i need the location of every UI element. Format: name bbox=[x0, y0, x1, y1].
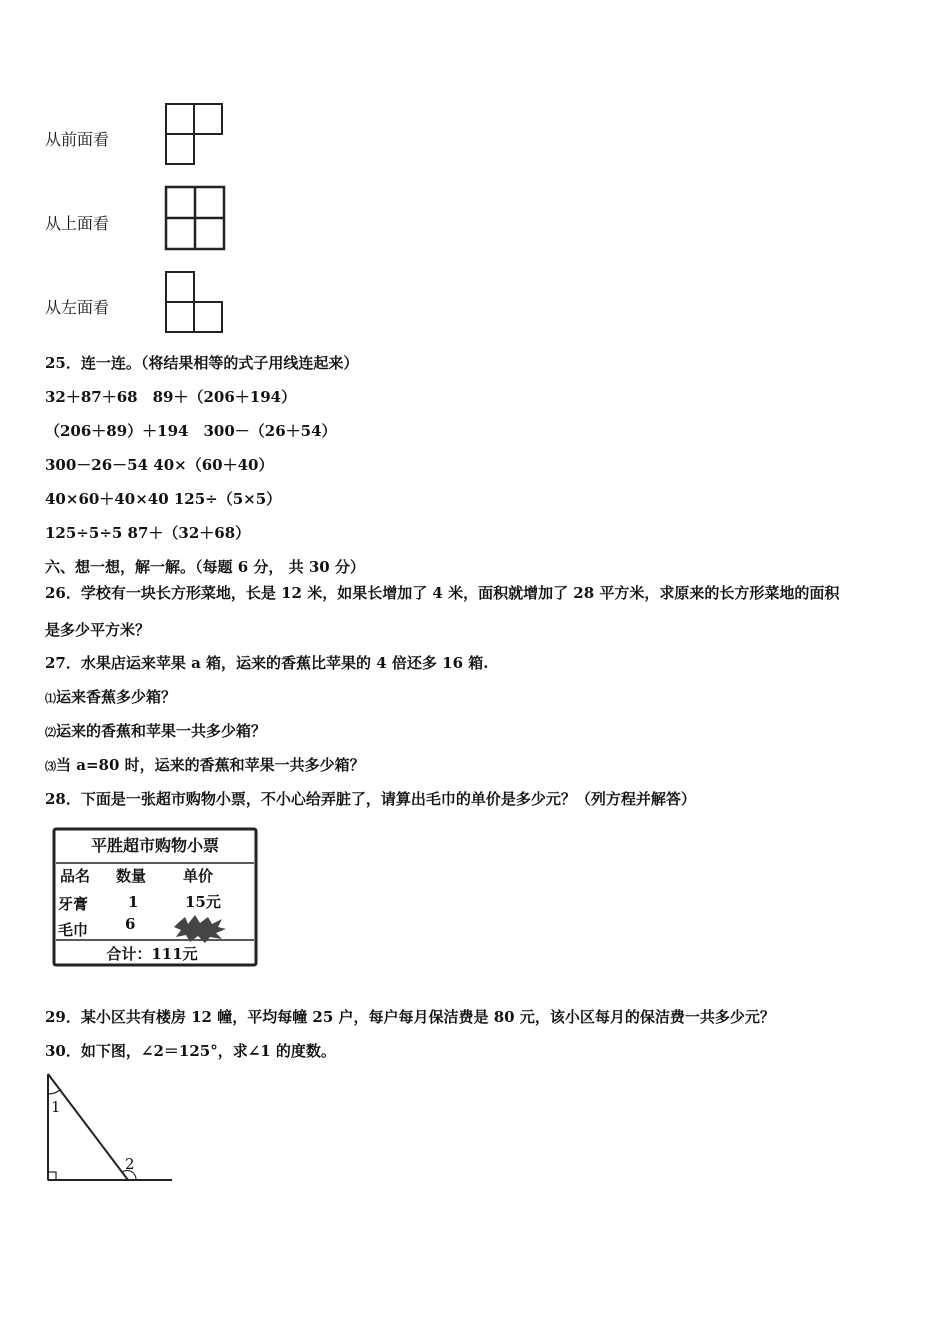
q25-title: 25．连一连。（将结果相等的式子用线连起来） bbox=[45, 354, 359, 372]
q27-title: 27．水果店运来苹果 a 箱，运来的香蕉比苹果的 4 倍还多 16 箱. bbox=[45, 654, 489, 672]
triangle-diagram bbox=[40, 1068, 180, 1188]
q26-line-1: 26．学校有一块长方形菜地，长是 12 米，如果长增加了 4 米，面积就增加了 28 平方米，求原来的长方形菜地的面积 bbox=[45, 584, 840, 602]
receipt-row-2-qty: 6 bbox=[125, 915, 136, 933]
angle-1-label: 1 bbox=[51, 1098, 61, 1116]
q25-row-2: （206＋89）＋194 300－（26＋54） bbox=[45, 422, 337, 440]
q26-line-2: 是多少平方米？ bbox=[45, 621, 151, 639]
top-view-label: 从上面看 bbox=[45, 214, 110, 233]
q25-row-5: 125÷5÷5 87＋（32＋68） bbox=[45, 524, 251, 542]
q27-part-1: ⑴运来香蕉多少箱？ bbox=[45, 688, 177, 706]
q27-part-2: ⑵运来的香蕉和苹果一共多少箱？ bbox=[45, 722, 267, 740]
receipt bbox=[50, 825, 260, 970]
receipt-col-price: 单价 bbox=[183, 867, 214, 885]
q25-row-4: 40×60＋40×40 125÷（5×5） bbox=[45, 490, 282, 508]
receipt-row-1-name: 牙膏 bbox=[58, 895, 89, 913]
section-6-title: 六、想一想，解一解。（每题 6 分， 共 30 分） bbox=[45, 558, 365, 576]
left-view-label: 从左面看 bbox=[45, 298, 110, 317]
q27-part-3: ⑶当 a=80 时，运来的香蕉和苹果一共多少箱？ bbox=[45, 756, 365, 774]
angle-2-label: 2 bbox=[125, 1155, 135, 1173]
top-view-icon bbox=[162, 183, 228, 253]
q30-title: 30．如下图，∠2＝125°，求∠1 的度数。 bbox=[45, 1042, 336, 1060]
q29-title: 29．某小区共有楼房 12 幢，平均每幢 25 户，每户每月保洁费是 80 元，该小区每月的保洁费一共多少元？ bbox=[45, 1008, 775, 1026]
q25-row-3: 300－26－54 40×（60＋40） bbox=[45, 456, 274, 474]
receipt-row-2-name: 毛巾 bbox=[58, 921, 89, 939]
front-view-icon bbox=[162, 100, 226, 168]
left-view-icon bbox=[162, 268, 226, 336]
front-view-label: 从前面看 bbox=[45, 130, 110, 149]
receipt-heading: 平胜超市购物小票 bbox=[90, 836, 220, 855]
receipt-row-1-qty: 1 bbox=[128, 893, 139, 911]
receipt-col-qty: 数量 bbox=[116, 867, 147, 885]
receipt-total: 合计：111元 bbox=[106, 945, 198, 963]
q28-title: 28．下面是一张超市购物小票，不小心给弄脏了，请算出毛巾的单价是多少元？（列方程并解答） bbox=[45, 790, 696, 808]
q25-row-1: 32＋87＋68 89＋（206＋194） bbox=[45, 388, 297, 406]
receipt-col-name: 品名 bbox=[60, 867, 91, 885]
receipt-row-1-price: 15元 bbox=[185, 893, 221, 911]
